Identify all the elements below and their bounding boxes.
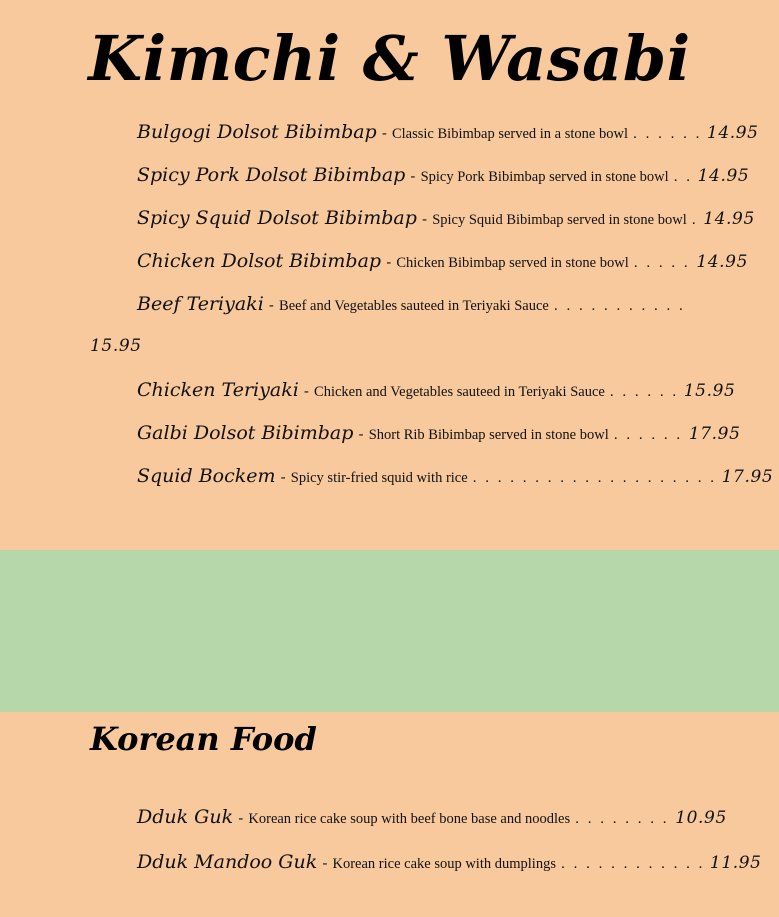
- dish-description: Spicy Squid Bibimbap served in stone bowl: [432, 212, 687, 228]
- dish-description: Korean rice cake soup with dumplings: [332, 856, 556, 872]
- dot-leader: . . . . .: [633, 255, 697, 271]
- dot-leader: . . . . . .: [633, 126, 702, 142]
- section-title: Korean Food: [90, 720, 317, 758]
- dot-leader: . . . . . .: [613, 427, 689, 443]
- dish-price: 15.95: [683, 381, 736, 401]
- menu-item: [137, 119, 759, 147]
- dish-description: Beef and Vegetables sauteed in Teriyaki Sauce: [279, 298, 549, 314]
- dish-description: Classic Bibimbap served in a stone bowl: [391, 126, 628, 142]
- dish-description: Short Rib Bibimbap served in stone bowl: [368, 427, 609, 443]
- dish-description: Chicken Bibimbap served in stone bowl: [396, 255, 629, 271]
- dish-name: Squid Bockem: [137, 465, 276, 487]
- dot-leader: . . . . . . . .: [575, 811, 676, 827]
- dish-price: 17.95: [721, 467, 774, 487]
- green-divider-band: [0, 550, 779, 712]
- dish-price: 11.95: [709, 853, 762, 873]
- dish-description: Spicy stir-fried squid with rice: [290, 470, 468, 486]
- dish-price: 14.95: [696, 252, 748, 272]
- dash-separator: -: [268, 296, 274, 314]
- dash-separator: -: [358, 425, 364, 443]
- dish-name: Spicy Pork Dolsot Bibimbap: [137, 164, 406, 186]
- dot-leader: . . . . . . . . . . .: [553, 298, 686, 314]
- dash-separator: -: [322, 854, 328, 872]
- menu-item: [137, 804, 727, 832]
- dash-separator: -: [410, 167, 416, 185]
- dish-name: Dduk Guk: [137, 806, 234, 828]
- dish-name: Bulgogi Dolsot Bibimbap: [137, 121, 377, 143]
- dish-price: 10.95: [675, 808, 727, 828]
- dash-separator: -: [280, 468, 286, 486]
- dish-price: 14.95: [697, 166, 750, 186]
- dash-separator: -: [303, 382, 309, 400]
- dot-leader: .: [691, 212, 699, 228]
- dish-name: Spicy Squid Dolsot Bibimbap: [137, 207, 417, 229]
- dish-description: Korean rice cake soup with beef bone base and noodles: [248, 811, 571, 827]
- menu-item: [137, 248, 748, 276]
- dish-description: Spicy Pork Bibimbap served in stone bowl: [420, 169, 669, 185]
- dish-name: Chicken Dolsot Bibimbap: [137, 250, 382, 272]
- menu-item: [137, 849, 762, 877]
- dash-separator: -: [238, 809, 244, 827]
- menu-item: [137, 377, 735, 405]
- dish-description: Chicken and Vegetables sauteed in Teriyaki Sauce: [314, 384, 605, 400]
- dash-separator: -: [386, 253, 392, 271]
- dot-leader: . . . . . . . . . . . .: [561, 856, 705, 872]
- menu-item: [137, 420, 741, 448]
- menu-item: [137, 162, 749, 190]
- dash-separator: -: [381, 124, 387, 142]
- dash-separator: -: [422, 210, 428, 228]
- dish-price: 17.95: [688, 424, 741, 444]
- dish-price: 14.95: [703, 209, 755, 229]
- restaurant-title: Kimchi & Wasabi: [88, 22, 691, 95]
- dot-leader: . . . . . . . . . . . . . . . . . . . .: [472, 470, 717, 486]
- dish-name: Beef Teriyaki: [137, 293, 264, 315]
- menu-item: [137, 291, 685, 319]
- dot-leader: . .: [673, 169, 693, 185]
- dish-name: Galbi Dolsot Bibimbap: [137, 422, 354, 444]
- dish-name: Chicken Teriyaki: [137, 379, 299, 401]
- menu-item: [137, 205, 755, 233]
- dish-price: 14.95: [706, 123, 759, 143]
- menu-item: [137, 463, 773, 491]
- dish-name: Dduk Mandoo Guk: [137, 851, 318, 873]
- dish-price: 15.95: [90, 336, 142, 356]
- dot-leader: . . . . . .: [609, 384, 679, 400]
